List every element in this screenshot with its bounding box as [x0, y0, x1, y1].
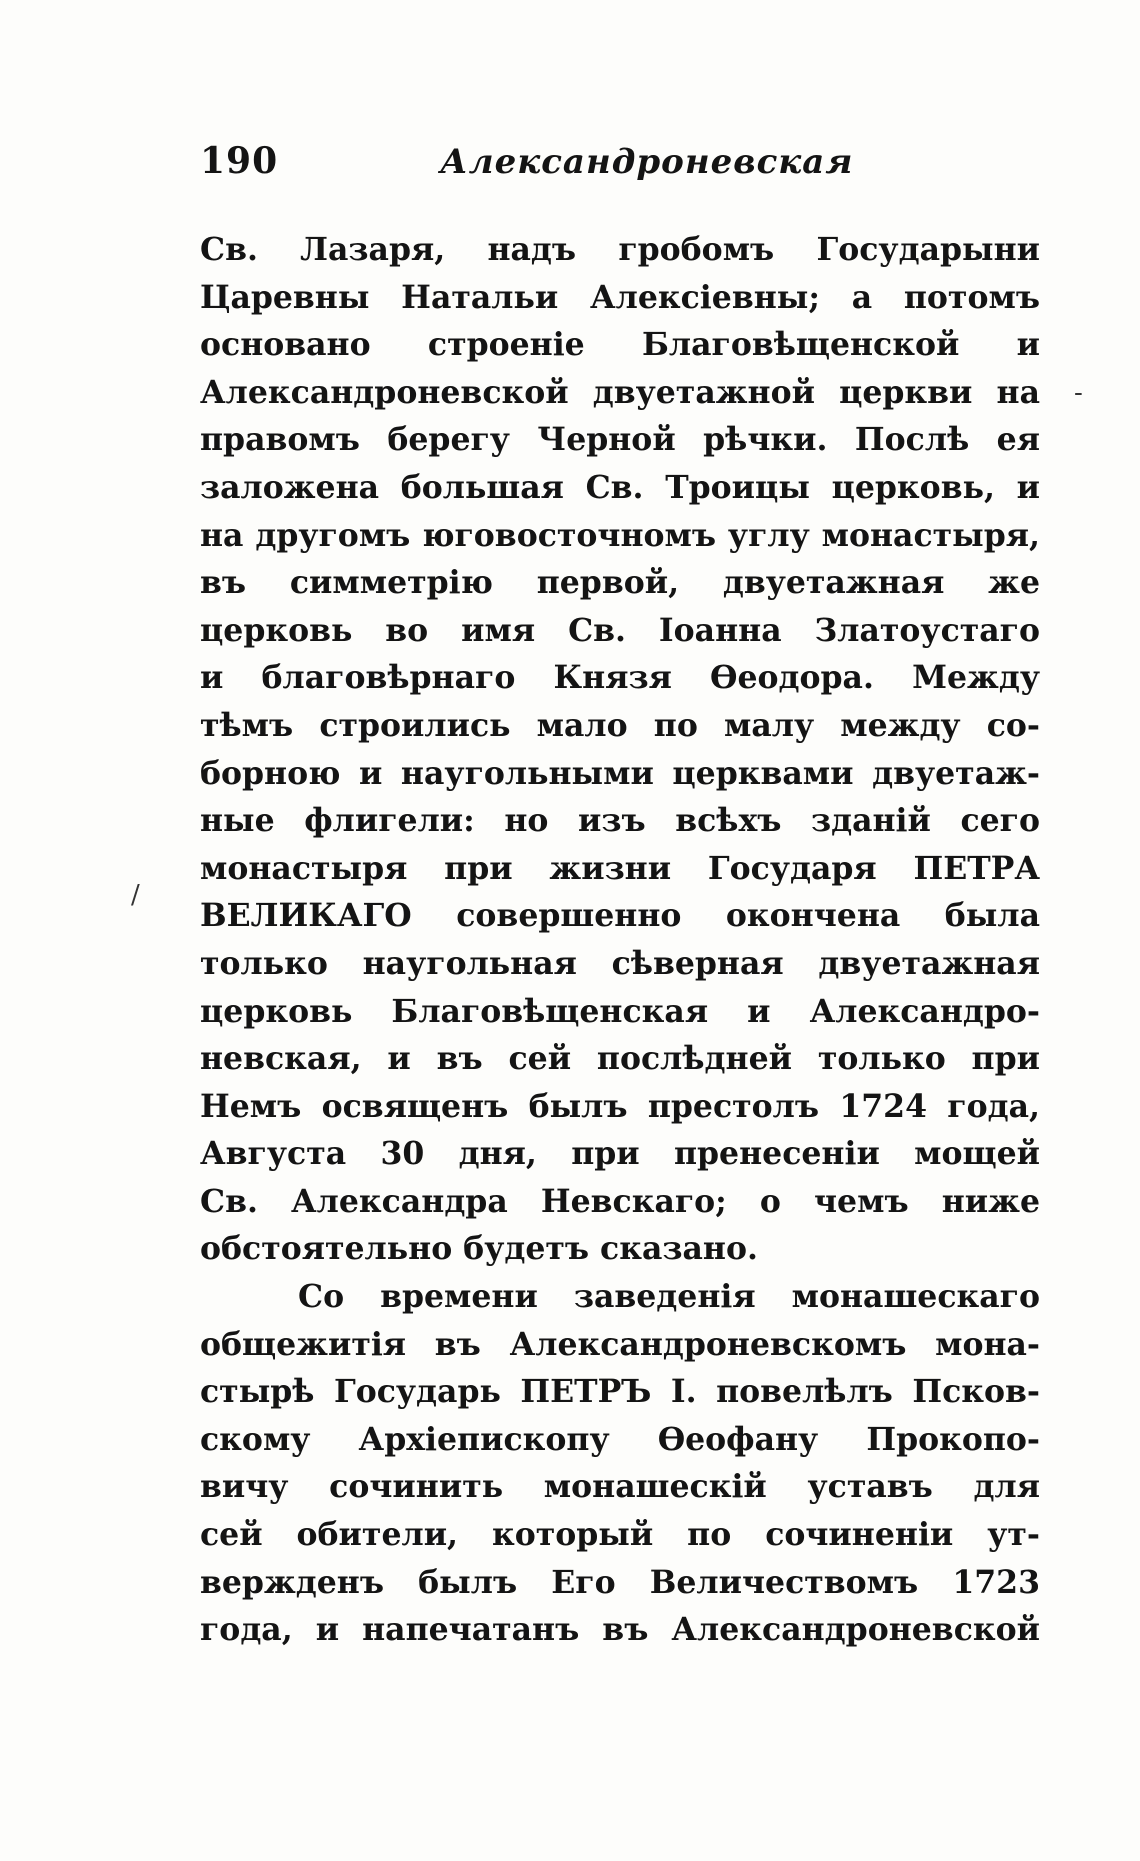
text-line: церковь во имя Св. Iоанна Златоустаго: [200, 611, 1040, 649]
text-line: вичу сочинить монашескiй уставъ для: [200, 1468, 1040, 1506]
text-line: Св. Лазаря, надъ гробомъ Государыни: [200, 231, 1040, 268]
text-line: на другомъ юговосточномъ углу монастыря,: [200, 516, 1040, 554]
paragraph-2: [200, 1273, 1040, 1654]
text-line: невская, и въ сей послѣдней только при: [200, 1040, 1040, 1078]
text-line: заложена большая Св. Троицы церковь, и: [200, 468, 1040, 506]
text-line: ные флигели: но изъ всѣхъ зданiй сего: [200, 802, 1040, 840]
text-line: года, и напечатанъ въ Александроневской: [200, 1611, 1040, 1649]
body-text: [200, 226, 1040, 1654]
text-line: и благовѣрнаго Князя Өеодора. Между: [200, 659, 1040, 697]
text-line: борною и наугольными церквами двуетаж-: [200, 754, 1040, 792]
paragraph-1: [200, 226, 1040, 1273]
text-line: въ симметрiю первой, двуетажная же: [200, 564, 1040, 602]
running-title: Александроневская: [440, 142, 854, 182]
text-line: вержденъ былъ Его Величествомъ 1723: [200, 1563, 1040, 1601]
text-line: монастыря при жизни Государя ПЕТРА: [200, 849, 1040, 887]
text-line: основано строенiе Благовѣщенской и: [200, 326, 1040, 364]
text-line: обстоятельно будетъ сказано.: [200, 1230, 758, 1268]
text-line: стырѣ Государь ПЕТРЪ I. повелѣлъ Псков-: [200, 1373, 1040, 1411]
text-line: только наугольная сѣверная двуетажная: [200, 944, 1040, 982]
text-line: сей обители, который по сочиненiи ут-: [200, 1516, 1040, 1554]
text-line: Царевны Натальи Алексiевны; а потомъ: [200, 278, 1040, 316]
text-line: церковь Благовѣщенская и Александро-: [200, 992, 1040, 1030]
text-line: Александроневской двуетажной церкви на: [200, 373, 1040, 411]
text-line: Немъ освященъ былъ престолъ 1724 года,: [200, 1087, 1040, 1125]
text-line: ВЕЛИКАГО совершенно окончена была: [200, 897, 1040, 935]
text-line: Св. Александра Невскаго; о чемъ ниже: [200, 1182, 1040, 1220]
text-line: общежитiя въ Александроневскомъ мона-: [200, 1325, 1040, 1363]
margin-dash-mark: -: [1074, 378, 1083, 408]
text-line: Августа 30 дня, при пренесенiи мощей: [200, 1135, 1040, 1173]
text-line: правомъ берегу Черной рѣчки. Послѣ ея: [200, 421, 1040, 459]
text-line: тѣмъ строились мало по малу между со-: [200, 706, 1040, 744]
text-line: Со времени заведенiя монашескаго: [298, 1278, 1040, 1316]
text-line: скому Архiепископу Өеофану Прокопо-: [200, 1420, 1040, 1458]
page-number: 190: [200, 140, 279, 182]
margin-slash-mark: /: [131, 880, 140, 910]
page-header: [200, 140, 854, 200]
